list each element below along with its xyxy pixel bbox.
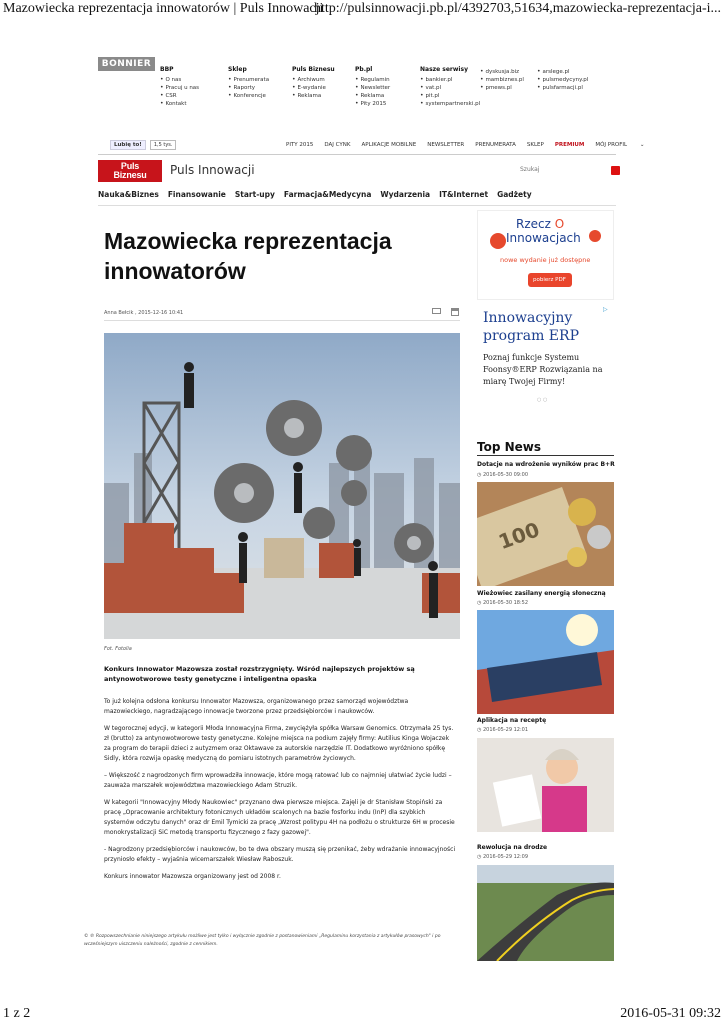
bonnier-column-title: Nasze serwisy [420, 66, 468, 73]
news-date [477, 727, 528, 733]
top-nav [286, 142, 666, 148]
divider [104, 320, 460, 321]
bonnier-column [420, 66, 480, 108]
top-nav-profile[interactable] [595, 142, 655, 148]
news-title[interactable]: Wieżowiec zasilany energią słoneczną [477, 590, 606, 597]
like-count: 1,5 tys. [150, 140, 177, 150]
article-body [104, 697, 456, 889]
bonnier-link[interactable]: • pit.pl [420, 92, 480, 100]
bonnier-link[interactable]: • Archiwum [292, 76, 335, 84]
site-name[interactable]: Puls Innowacji [170, 163, 255, 177]
ad1-line2: Innowacjach [506, 231, 581, 245]
clock-icon: ◷ [477, 600, 482, 606]
money-photo [477, 482, 614, 586]
road-photo [477, 865, 614, 961]
news-date-text: 2016-05-30 18:52 [482, 600, 529, 606]
top-nav-sklep[interactable]: SKLEP [526, 142, 544, 148]
bonnier-column [292, 66, 335, 100]
bonnier-link[interactable]: • vat.pl [420, 84, 480, 92]
bonnier-link[interactable]: • dyskusja.biz [480, 68, 524, 76]
nav-finansowanie[interactable]: Finansowanie [167, 190, 226, 199]
clock-icon: ◷ [477, 854, 482, 860]
photo-caption: Fot. Fotolia [104, 646, 132, 652]
ad2-text: Poznaj funkcje Systemu Foonsy®ERP Rozwiązania na miarę Twojej Firmy! [483, 353, 603, 386]
nav-wydarzenia[interactable]: Wydarzenia [380, 190, 431, 199]
like-label[interactable]: Lubię to! [110, 140, 146, 150]
bonnier-link[interactable]: • Prenumerata [228, 76, 269, 84]
news-image-money[interactable] [477, 482, 614, 586]
article-photo [104, 333, 460, 639]
ad1-word: Rzecz [516, 217, 551, 231]
bonnier-link[interactable]: • Reklama [292, 92, 335, 100]
news-image-road[interactable] [477, 865, 614, 961]
ad1-line1 [516, 217, 564, 231]
ad-pagination-dots[interactable]: ○ ○ [537, 397, 548, 403]
bonnier-link[interactable]: • O nas [160, 76, 199, 84]
top-nav-premium[interactable]: PREMIUM [554, 142, 585, 148]
bonnier-column [160, 66, 199, 108]
ad-erp[interactable] [477, 306, 614, 406]
article-paragraph: To już kolejna odsłona konkursu Innowator Mazowsza, organizowanego przez samorząd województwa mazowieckiego, nagradzającego innowacje tworzone przez przedsiębiorców i naukowców. [104, 698, 409, 715]
page-print-url: http://pulsinnowacji.pb.pl/4392703,51634,mazowiecka-reprezentacja-i... [313, 1, 721, 16]
business-gears-illustration [104, 333, 460, 639]
main-nav [98, 190, 541, 199]
news-date [477, 854, 528, 860]
nav-farmacja-medycyna[interactable]: Farmacja&Medycyna [283, 190, 372, 199]
news-title[interactable]: Dotacje na wdrożenie wyników prac B+R [477, 461, 615, 468]
article-paragraph: Konkurs innowator Mazowsza organizowany jest od 2008 r. [104, 873, 281, 880]
page-count: 1 z 2 [3, 1006, 31, 1021]
print-timestamp: 2016-05-31 09:32 [620, 1006, 721, 1021]
clock-icon: ◷ [477, 472, 482, 478]
top-news-heading: Top News [477, 440, 542, 454]
bonnier-column [480, 66, 524, 92]
page-print-title: Mazowiecka reprezentacja innowatorów | Puls Innowacji [3, 1, 324, 16]
bonnier-link[interactable]: • mambiznes.pl [480, 76, 524, 84]
bonnier-link[interactable]: • Konferencje [228, 92, 269, 100]
nav-nauka-biznes[interactable]: Nauka&Biznes [98, 190, 159, 199]
bonnier-column-title: Puls Biznesu [292, 66, 335, 73]
article-title: Mazowiecka reprezentacja innowatorów [104, 228, 392, 284]
article-meta: Anna Bełcik , 2015-12-16 10:41 [104, 310, 184, 316]
article-lead: Konkurs Innowator Mazowsza został rozstrzygnięty. Wśród najlepszych projektów są antynowotworowe testy genetyczne i inteligentna opaska [104, 665, 415, 683]
divider [98, 205, 616, 206]
bonnier-link[interactable]: • arslege.pl [537, 68, 588, 76]
puls-biznesu-logo[interactable] [98, 160, 162, 182]
mail-icon[interactable] [432, 308, 441, 314]
news-date-text: 2016-05-29 12:01 [482, 727, 529, 733]
divider [477, 455, 614, 456]
top-nav-aplikacje[interactable]: APLIKACJE MOBILNE [361, 142, 417, 148]
ad-rzecz-o-innowacjach[interactable] [477, 210, 614, 300]
bonnier-link[interactable]: • Newsletter [355, 84, 390, 92]
bonnier-link[interactable]: • Kontakt [160, 100, 199, 108]
bonnier-link[interactable]: • Pracuj u nas [160, 84, 199, 92]
facebook-like[interactable] [110, 140, 176, 150]
ad2-title-line2: program ERP [483, 328, 579, 344]
bonnier-column [355, 66, 390, 108]
news-date [477, 472, 528, 478]
bonnier-column-title: Pb.pl [355, 66, 373, 73]
news-date-text: 2016-05-29 12:09 [482, 854, 529, 860]
nav-start-upy[interactable]: Start-upy [234, 190, 275, 199]
news-image-prescription[interactable] [477, 738, 614, 832]
nav-gadzety[interactable]: Gadżety [497, 190, 532, 199]
bonnier-link[interactable]: • systempartnerski.pl [420, 100, 480, 108]
news-title[interactable]: Aplikacja na receptę [477, 717, 547, 724]
ad1-letter: O [554, 217, 565, 231]
chevron-down-icon: ⌄ [639, 142, 645, 148]
ad-choices-icon[interactable]: ▷ [603, 306, 608, 313]
top-nav-daj-cynk[interactable]: DAJ CYNK [324, 142, 351, 148]
bonnier-link[interactable]: • E-wydanie [292, 84, 335, 92]
bonnier-column [537, 66, 588, 92]
bonnier-link[interactable]: • CSR [160, 92, 199, 100]
clock-icon: ◷ [477, 727, 482, 733]
article-tools [432, 308, 459, 316]
bonnier-link[interactable]: • Regulamin [355, 76, 390, 84]
top-nav-prenumerata[interactable]: PRENUMERATA [475, 142, 516, 148]
bonnier-logo: BONNIER [98, 57, 155, 71]
bonnier-link[interactable]: • Raporty [228, 84, 269, 92]
bonnier-link[interactable]: • pmews.pl [480, 84, 524, 92]
news-image-solar[interactable] [477, 610, 614, 714]
nav-it-internet[interactable]: IT&Internet [439, 190, 489, 199]
divider [98, 154, 616, 155]
search-icon[interactable] [611, 166, 620, 175]
article-paragraph: – Większość z nagrodzonych firm wprowadziła innowacje, które mogą ratować lub co najmniej ułatwiać życie ludzi – zauważa marszałek województwa mazowieckiego Adam Struzik. [104, 772, 452, 789]
copyright-note: © ℗ Rozpowszechnianie niniejszego artykułu możliwe jest tylko i wyłącznie zgodnie z postanowieniami „Regulaminu korzystania z artykułów prasowych" i po wcześniejszym uiszczeniu należności, zgodnie z cennikiem. [84, 934, 441, 947]
solar-panels-photo [477, 610, 614, 714]
profile-label: MÓJ PROFIL [595, 142, 628, 148]
news-date-text: 2016-05-30 09:00 [482, 472, 529, 478]
news-date [477, 600, 528, 606]
top-nav-pity[interactable]: PITY 2015 [286, 142, 314, 148]
bonnier-link[interactable]: • pulsmedycyny.pl [537, 76, 588, 84]
print-icon[interactable] [451, 308, 459, 316]
ad1-tagline: nowe wydanie już dostępne [500, 256, 591, 264]
article-paragraph: - Nagrodzony przedsiębiorców i naukowców, bo te dwa obszary muszą się przenikać, żeby wdrażanie innowacyjności przyniosło efekty – wyjaśnia wicemarszałek Wiesław Raboszuk. [104, 846, 456, 863]
ad1-download-button[interactable]: pobierz PDF [533, 277, 566, 283]
bonnier-column [228, 66, 269, 100]
bonnier-link[interactable]: • Reklama [355, 92, 390, 100]
bonnier-link[interactable]: • bankier.pl [420, 76, 480, 84]
logo-line2: Biznesu [113, 170, 147, 180]
bonnier-column-title: BBP [160, 66, 174, 73]
article-paragraph: W kategorii "Innowacyjny Młody Naukowiec" przyznano dwa pierwsze miejsca. Zajęli je dr Stanisław Stopiński za pracę „Opracowanie architektury fotonicznych układów scalonych na bazie fosforku indu (InP) dla szybkich systemów odczytu danych" oraz dr Emil Tymicki za pracę „Wzrost politypu 4H na podłożu o strukturze 6H w procesie monokrystalizacji SiC metodą transportu fizycznego z fazy gazowej". [104, 799, 455, 836]
bonnier-column-title: Sklep [228, 66, 247, 73]
news-title[interactable]: Rewolucja na drodze [477, 844, 548, 851]
elderly-woman-photo [477, 738, 614, 832]
top-nav-newsletter[interactable]: NEWSLETTER [427, 142, 465, 148]
bonnier-link[interactable]: • pulsfarmacji.pl [537, 84, 588, 92]
svg-text:100: 100 [495, 517, 543, 555]
logo-line1: Puls [120, 161, 140, 171]
article-paragraph: W tegorocznej edycji, w kategorii Młoda Innowacyjna Firma, zwyciężyła spółka Warsaw Genomics. Otrzymała 25 tys. zł (brutto) za antynowotworowe testy genetyczne. Kolejne miejsca na podium zajęły firmy: Autilius Kinga Wojaczek za program do terapii dzieci z autyzmem oraz Oktawave za autorskie narzędzie IT. Dodatkowo wyróżniono spółkę Sidly, która rozwija opaskę medyczną do pomiaru istotnych parametrów życiowych. [104, 725, 454, 762]
bonnier-link[interactable]: • Pity 2015 [355, 100, 390, 108]
ad2-title-line1: Innowacyjny [483, 310, 573, 326]
search-input[interactable]: Szukaj [520, 166, 540, 173]
